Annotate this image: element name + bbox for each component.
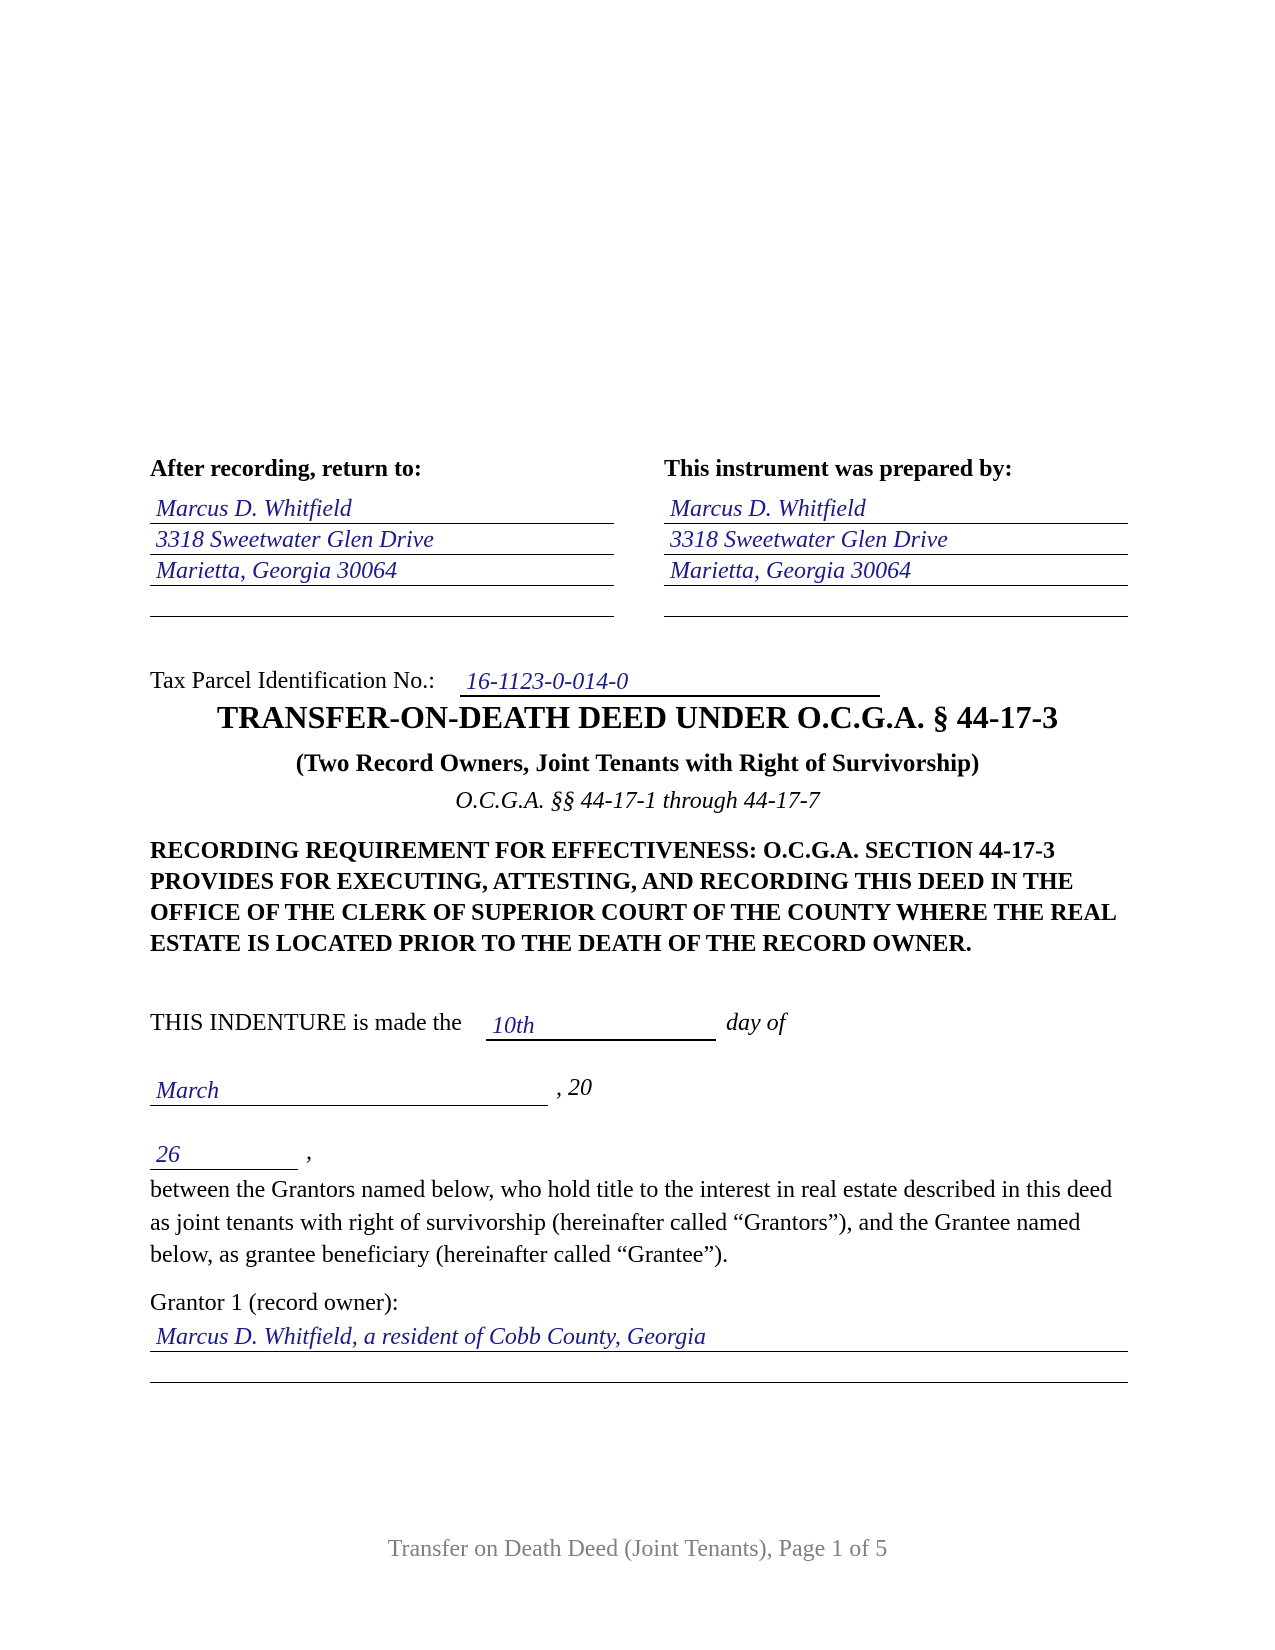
day-of-label: day of [726, 1010, 786, 1036]
grantor1-label: Grantor 1 (record owner): [150, 1290, 399, 1316]
year-comma: , [306, 1139, 312, 1165]
grantor1-name-field[interactable]: Marcus D. Whitfield, a resident of Cobb County, Georgia [150, 1322, 1128, 1352]
parcel-id-field[interactable]: 16-1123-0-014-0 [460, 667, 880, 697]
prepared-by-heading: This instrument was prepared by: [664, 456, 1013, 482]
deed-title: TRANSFER-ON-DEATH DEED UNDER O.C.G.A. § 44-17-3 [216, 699, 1059, 735]
return-to-street-field[interactable]: 3318 Sweetwater Glen Drive [150, 525, 614, 555]
recording-requirement-notice: RECORDING REQUIREMENT FOR EFFECTIVENESS: O.C.G.A. SECTION 44-17-3 PROVIDES FOR EXECUTING, ATTESTING, AND RECORDING THIS DEED IN THE OFFICE OF THE CLERK OF SUPERIOR COURT OF THE COUNTY WHERE THE REAL ESTATE IS LOCATED PRIOR TO THE DEATH OF THE RECORD OWNER. [150, 838, 1116, 957]
grantor1-extra-field[interactable] [150, 1353, 1128, 1383]
prepared-by-city-field[interactable]: Marietta, Georgia 30064 [664, 556, 1128, 586]
return-to-heading: After recording, return to: [150, 456, 422, 482]
return-to-name-field[interactable]: Marcus D. Whitfield [150, 494, 614, 524]
return-to-extra-field[interactable] [150, 587, 614, 617]
parcel-label: Tax Parcel Identification No.: [150, 668, 435, 694]
indenture-year-field[interactable]: 26 [150, 1140, 298, 1170]
indenture-lead: THIS INDENTURE is made the [150, 1010, 462, 1036]
century-label: , 20 [556, 1075, 592, 1101]
prepared-by-extra-field[interactable] [664, 587, 1128, 617]
return-to-city-field[interactable]: Marietta, Georgia 30064 [150, 556, 614, 586]
indenture-month-field[interactable]: March [150, 1076, 548, 1106]
page-footer: Transfer on Death Deed (Joint Tenants), Page 1 of 5 [387, 1536, 888, 1562]
prepared-by-street-field[interactable]: 3318 Sweetwater Glen Drive [664, 525, 1128, 555]
parties-paragraph: between the Grantors named below, who hold title to the interest in real estate described in this deed as joint tenants with right of survivorship (hereinafter called “Grantors”), and the Grantee named below, as grantee beneficiary (hereinafter called “Grantee”). [150, 1177, 1113, 1268]
deed-subtitle: (Two Record Owners, Joint Tenants with Right of Survivorship) [295, 750, 980, 777]
statute-citation: O.C.G.A. §§ 44-17-1 through 44-17-7 [455, 788, 820, 814]
prepared-by-name-field[interactable]: Marcus D. Whitfield [664, 494, 1128, 524]
indenture-day-field[interactable]: 10th [486, 1011, 716, 1041]
